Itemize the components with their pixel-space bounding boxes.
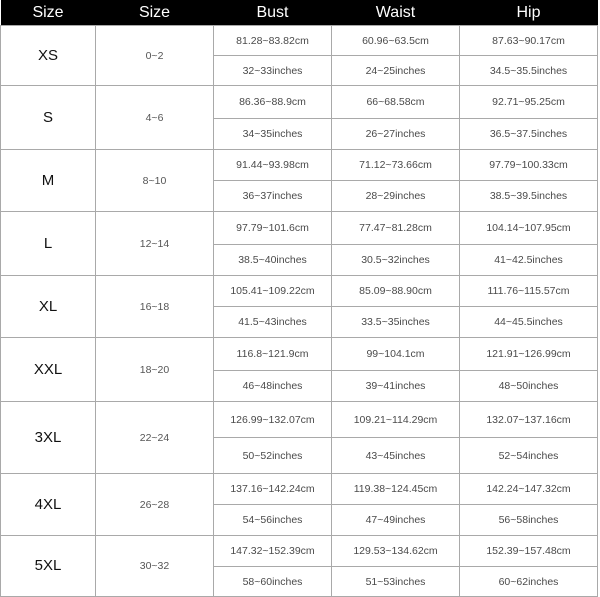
hip-cm: 92.71~95.25cm <box>460 86 598 119</box>
waist-inches: 39~41inches <box>332 371 460 402</box>
size-range: 26~28 <box>96 474 214 536</box>
size-range: 22~24 <box>96 402 214 474</box>
waist-cm: 99~104.1cm <box>332 338 460 371</box>
size-label: 3XL <box>1 402 96 474</box>
bust-cm: 105.41~109.22cm <box>214 276 332 307</box>
size-label: XL <box>1 276 96 338</box>
bust-cm: 97.79~101.6cm <box>214 212 332 245</box>
bust-cm: 81.28~83.82cm <box>214 26 332 56</box>
waist-inches: 43~45inches <box>332 438 460 474</box>
hip-cm: 104.14~107.95cm <box>460 212 598 245</box>
size-range: 16~18 <box>96 276 214 338</box>
bust-inches: 46~48inches <box>214 371 332 402</box>
hip-cm: 97.79~100.33cm <box>460 150 598 181</box>
bust-inches: 32~33inches <box>214 56 332 86</box>
hip-inches: 36.5~37.5inches <box>460 119 598 150</box>
bust-cm: 126.99~132.07cm <box>214 402 332 438</box>
header-hip: Hip <box>460 0 598 26</box>
waist-cm: 71.12~73.66cm <box>332 150 460 181</box>
size-label: XXL <box>1 338 96 402</box>
hip-cm: 142.24~147.32cm <box>460 474 598 505</box>
hip-inches: 52~54inches <box>460 438 598 474</box>
waist-inches: 33.5~35inches <box>332 307 460 338</box>
table-row <box>1 474 598 505</box>
bust-inches: 36~37inches <box>214 181 332 212</box>
hip-cm: 121.91~126.99cm <box>460 338 598 371</box>
size-label: M <box>1 150 96 212</box>
hip-cm: 111.76~115.57cm <box>460 276 598 307</box>
table-row <box>1 276 598 307</box>
waist-inches: 26~27inches <box>332 119 460 150</box>
hip-inches: 60~62inches <box>460 567 598 597</box>
hip-inches: 56~58inches <box>460 505 598 536</box>
table-row <box>1 402 598 438</box>
size-range: 8~10 <box>96 150 214 212</box>
size-range: 30~32 <box>96 536 214 597</box>
table-row <box>1 212 598 245</box>
bust-cm: 91.44~93.98cm <box>214 150 332 181</box>
bust-inches: 54~56inches <box>214 505 332 536</box>
size-range: 4~6 <box>96 86 214 150</box>
header-bust: Bust <box>214 0 332 26</box>
hip-inches: 34.5~35.5inches <box>460 56 598 86</box>
hip-inches: 38.5~39.5inches <box>460 181 598 212</box>
size-label: S <box>1 86 96 150</box>
hip-inches: 41~42.5inches <box>460 245 598 276</box>
size-range: 0~2 <box>96 26 214 86</box>
bust-inches: 41.5~43inches <box>214 307 332 338</box>
waist-inches: 51~53inches <box>332 567 460 597</box>
bust-cm: 116.8~121.9cm <box>214 338 332 371</box>
table-row <box>1 536 598 567</box>
hip-cm: 132.07~137.16cm <box>460 402 598 438</box>
hip-cm: 87.63~90.17cm <box>460 26 598 56</box>
waist-inches: 30.5~32inches <box>332 245 460 276</box>
header-row <box>1 0 598 26</box>
waist-cm: 77.47~81.28cm <box>332 212 460 245</box>
waist-cm: 129.53~134.62cm <box>332 536 460 567</box>
size-label: XS <box>1 26 96 86</box>
waist-inches: 28~29inches <box>332 181 460 212</box>
bust-inches: 50~52inches <box>214 438 332 474</box>
hip-inches: 44~45.5inches <box>460 307 598 338</box>
header-size-letter: Size <box>1 0 96 26</box>
hip-cm: 152.39~157.48cm <box>460 536 598 567</box>
table-row <box>1 86 598 119</box>
waist-cm: 119.38~124.45cm <box>332 474 460 505</box>
bust-inches: 34~35inches <box>214 119 332 150</box>
waist-cm: 85.09~88.90cm <box>332 276 460 307</box>
bust-inches: 38.5~40inches <box>214 245 332 276</box>
bust-inches: 58~60inches <box>214 567 332 597</box>
table-row <box>1 150 598 181</box>
table-row <box>1 26 598 56</box>
waist-inches: 24~25inches <box>332 56 460 86</box>
size-range: 12~14 <box>96 212 214 276</box>
bust-cm: 86.36~88.9cm <box>214 86 332 119</box>
size-label: 4XL <box>1 474 96 536</box>
waist-cm: 66~68.58cm <box>332 86 460 119</box>
header-size-number: Size <box>96 0 214 26</box>
size-label: L <box>1 212 96 276</box>
table-row <box>1 338 598 371</box>
waist-cm: 109.21~114.29cm <box>332 402 460 438</box>
header-waist: Waist <box>332 0 460 26</box>
waist-cm: 60.96~63.5cm <box>332 26 460 56</box>
bust-cm: 147.32~152.39cm <box>214 536 332 567</box>
waist-inches: 47~49inches <box>332 505 460 536</box>
bust-cm: 137.16~142.24cm <box>214 474 332 505</box>
size-range: 18~20 <box>96 338 214 402</box>
size-label: 5XL <box>1 536 96 597</box>
hip-inches: 48~50inches <box>460 371 598 402</box>
